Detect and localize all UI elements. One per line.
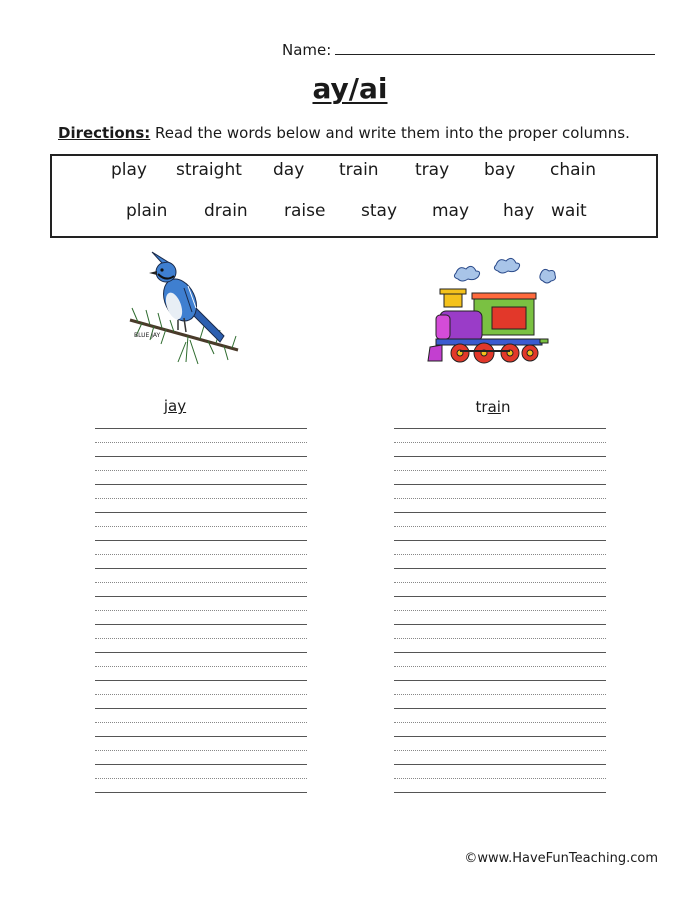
train-column-line[interactable] xyxy=(394,708,606,709)
jay-column-line[interactable] xyxy=(95,456,307,457)
jay-column-line[interactable] xyxy=(95,736,307,737)
directions-text: Read the words below and write them into the proper columns. xyxy=(150,124,630,142)
train-column-line-guide xyxy=(394,582,606,583)
word-bank-word: play xyxy=(111,160,147,180)
word-bank-word: may xyxy=(432,201,470,221)
train-column-line[interactable] xyxy=(394,652,606,653)
train-column-line-guide xyxy=(394,526,606,527)
jay-column-line[interactable] xyxy=(95,568,307,569)
word-bank-word: train xyxy=(339,160,379,180)
train-column-line[interactable] xyxy=(394,540,606,541)
train-column-line[interactable] xyxy=(394,428,606,429)
name-label: Name: xyxy=(282,41,332,59)
blue-jay-icon xyxy=(128,250,240,368)
jay-column-line[interactable] xyxy=(95,512,307,513)
jay-column-line-guide xyxy=(95,638,307,639)
picture-caption: BLUE JAY xyxy=(134,332,161,339)
train-column-line-guide xyxy=(394,442,606,443)
train-column-line-guide xyxy=(394,750,606,751)
train-icon xyxy=(426,255,558,367)
train-column-line[interactable] xyxy=(394,568,606,569)
jay-column-line[interactable] xyxy=(95,484,307,485)
jay-column-line[interactable] xyxy=(95,596,307,597)
word-bank-word: tray xyxy=(415,160,450,180)
word-bank-word: hay xyxy=(503,201,535,221)
jay-column-line-guide xyxy=(95,778,307,779)
name-blank[interactable] xyxy=(335,40,655,55)
train-column-line-guide xyxy=(394,638,606,639)
train-column-line-guide xyxy=(394,722,606,723)
train-column-line[interactable] xyxy=(394,764,606,765)
train-column-line-guide xyxy=(394,610,606,611)
train-column-line-guide xyxy=(394,554,606,555)
jay-column-line[interactable] xyxy=(95,764,307,765)
train-column-line[interactable] xyxy=(394,792,606,793)
train-column-line[interactable] xyxy=(394,624,606,625)
train-column-line-guide xyxy=(394,498,606,499)
jay-column-line[interactable] xyxy=(95,680,307,681)
jay-column-line[interactable] xyxy=(95,624,307,625)
word-bank xyxy=(50,154,658,238)
directions-label: Directions: xyxy=(58,124,151,142)
train-column-line-guide xyxy=(394,666,606,667)
jay-column-line[interactable] xyxy=(95,708,307,709)
jay-column-line-guide xyxy=(95,442,307,443)
word-bank-word: drain xyxy=(204,201,248,221)
directions xyxy=(58,124,630,142)
word-bank-word: plain xyxy=(126,201,168,221)
word-bank-word: bay xyxy=(484,160,516,180)
jay-column-line[interactable] xyxy=(95,652,307,653)
jay-column-line-guide xyxy=(95,498,307,499)
column-heading-train: train xyxy=(475,398,511,416)
page-title: ay/ai xyxy=(312,72,388,105)
jay-column-line-guide xyxy=(95,666,307,667)
jay-column-line-guide xyxy=(95,582,307,583)
jay-column-line-guide xyxy=(95,470,307,471)
word-bank-word: chain xyxy=(550,160,597,180)
word-bank-word: straight xyxy=(176,160,242,180)
train-column-line[interactable] xyxy=(394,596,606,597)
train-column-line[interactable] xyxy=(394,680,606,681)
jay-column-line-guide xyxy=(95,694,307,695)
train-column-line[interactable] xyxy=(394,512,606,513)
train-column-line[interactable] xyxy=(394,456,606,457)
jay-column-line[interactable] xyxy=(95,792,307,793)
train-column-line-guide xyxy=(394,694,606,695)
word-bank-word: day xyxy=(273,160,305,180)
name-field xyxy=(282,40,655,59)
jay-column-line-guide xyxy=(95,610,307,611)
jay-column-line[interactable] xyxy=(95,540,307,541)
word-bank-word: wait xyxy=(551,201,587,221)
jay-column-line-guide xyxy=(95,526,307,527)
jay-column-line-guide xyxy=(95,554,307,555)
column-heading-jay: jay xyxy=(163,397,187,415)
train-column-line[interactable] xyxy=(394,736,606,737)
jay-column-line[interactable] xyxy=(95,428,307,429)
train-column-line-guide xyxy=(394,778,606,779)
word-bank-word: raise xyxy=(284,201,326,221)
train-column-line[interactable] xyxy=(394,484,606,485)
copyright-footer: ©www.HaveFunTeaching.com xyxy=(464,851,658,866)
jay-column-line-guide xyxy=(95,750,307,751)
train-column-line-guide xyxy=(394,470,606,471)
jay-column-line-guide xyxy=(95,722,307,723)
word-bank-word: stay xyxy=(361,201,398,221)
